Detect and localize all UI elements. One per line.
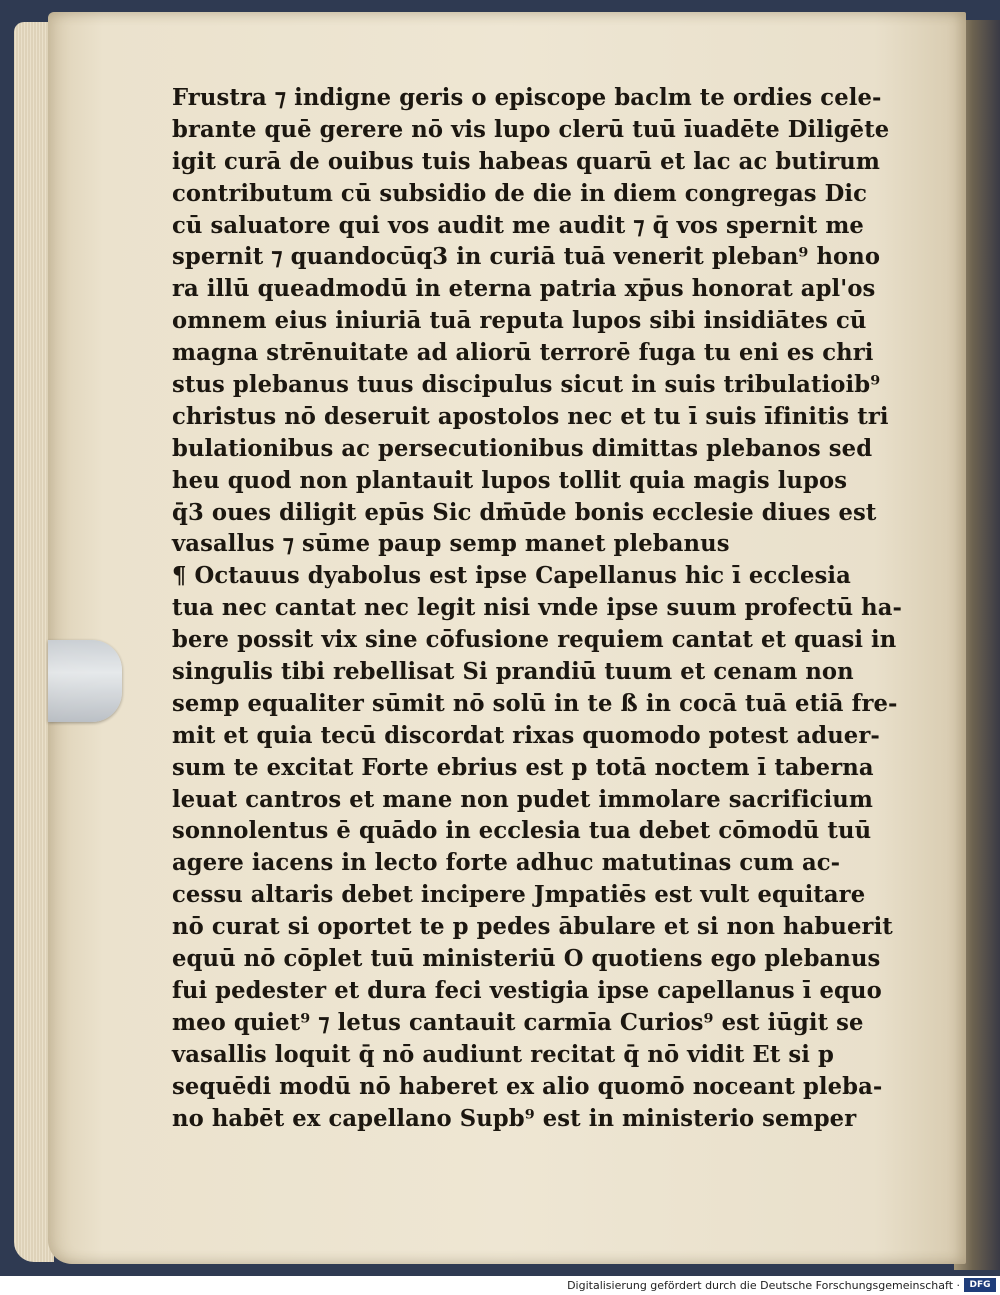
text-line: magna strēnuitate ad aliorū terrorē fuga tu eni es chri [172, 339, 874, 367]
text-line: tua nec cantat nec legit nisi vnde ipse suum profectū ha- [172, 594, 903, 622]
text-line: omnem eius iniuriā tuā reputa lupos sibi insidiātes cū [172, 307, 867, 335]
text-line: no habēt ex capellano Supb⁹ est in ministerio semper [172, 1104, 857, 1132]
text-line: ra illū queadmodū in eterna patria xp̄us honorat apl'os [172, 275, 876, 303]
page-clip [48, 640, 122, 722]
text-line: Frustra ⁊ indigne geris o episcope baclm te ordies cele- [172, 84, 882, 111]
text-line: sonnolentus ē quādo in ecclesia tua debet cōmodū tuū [172, 817, 872, 845]
text-line: heu quod non plantauit lupos tollit quia magis lupos [172, 466, 848, 494]
text-line: leuat cantros et mane non pudet immolare sacrificium [172, 785, 874, 813]
footer-bar [0, 1276, 1000, 1295]
page-text [172, 82, 912, 1134]
text-line: singulis tibi rebellisat Si prandiū tuum et cenam non [172, 658, 854, 686]
text-line: bulationibus ac persecutionibus dimittas plebanos sed [172, 434, 873, 462]
text-line: agere iacens in lecto forte adhuc matutinas cum ac- [172, 849, 841, 877]
text-line: vasallus ⁊ sūme paup semp manet plebanus [172, 530, 730, 558]
text-line: sequēdi modū nō haberet ex alio quomō noceant pleba- [172, 1072, 883, 1100]
text-line: contributum cū subsidio de die in diem congregas Dic [172, 179, 868, 207]
text-line: bere possit vix sine cōfusione requiem cantat et quasi in [172, 626, 897, 654]
text-line: cū saluatore qui vos audit me audit ⁊ q̄ vos spernit me [172, 211, 864, 239]
text-line: mit et quia tecū discordat rixas quomodo potest aduer- [172, 721, 880, 749]
text-line: spernit ⁊ quandocūq3 in curiā tuā venerit pleban⁹ hono [172, 243, 881, 271]
text-line: vasallis loquit q̄ nō audiunt recitat q̄ nō vidit Et si p [172, 1040, 834, 1068]
text-line: igit curā de ouibus tuis habeas quarū et lac ac butirum [172, 147, 881, 175]
text-line: cessu altaris debet incipere Jmpatiēs est vult equitare [172, 881, 866, 909]
text-line: q̄3 oues diligit epūs Sic dm̄ūde bonis ecclesie diues est [172, 498, 877, 526]
text-line: equū nō cōplet tuū ministeriū O quotiens ego plebanus [172, 945, 881, 973]
text-line: stus plebanus tuus discipulus sicut in suis tribulatioib⁹ [172, 371, 881, 399]
text-line: brante quē gerere nō vis lupo clerū tuū īuadēte Diligēte [172, 115, 890, 143]
text-line: sum te excitat Forte ebrius est p totā noctem ī taberna [172, 753, 874, 781]
text-line: nō curat si oportet te p pedes ābulare et si non habuerit [172, 913, 893, 941]
footer-credit: Digitalisierung gefördert durch die Deutsche Forschungsgemeinschaft · [567, 1279, 960, 1292]
text-line: semp equaliter sūmit nō solū in te ß in cocā tuā etiā fre- [172, 689, 898, 717]
text-line: christus nō deseruit apostolos nec et tu ī suis īfinitis tri [172, 402, 889, 430]
book-page [48, 12, 966, 1264]
text-line: fui pedester et dura feci vestigia ipse capellanus ī equo [172, 976, 882, 1004]
dfg-logo: DFG [964, 1278, 996, 1292]
text-line: meo quiet⁹ ⁊ letus cantauit carmīa Curios⁹ est iūgit se [172, 1008, 864, 1036]
text-line: ¶ Octauus dyabolus est ipse Capellanus hic ī ecclesia [172, 562, 851, 590]
